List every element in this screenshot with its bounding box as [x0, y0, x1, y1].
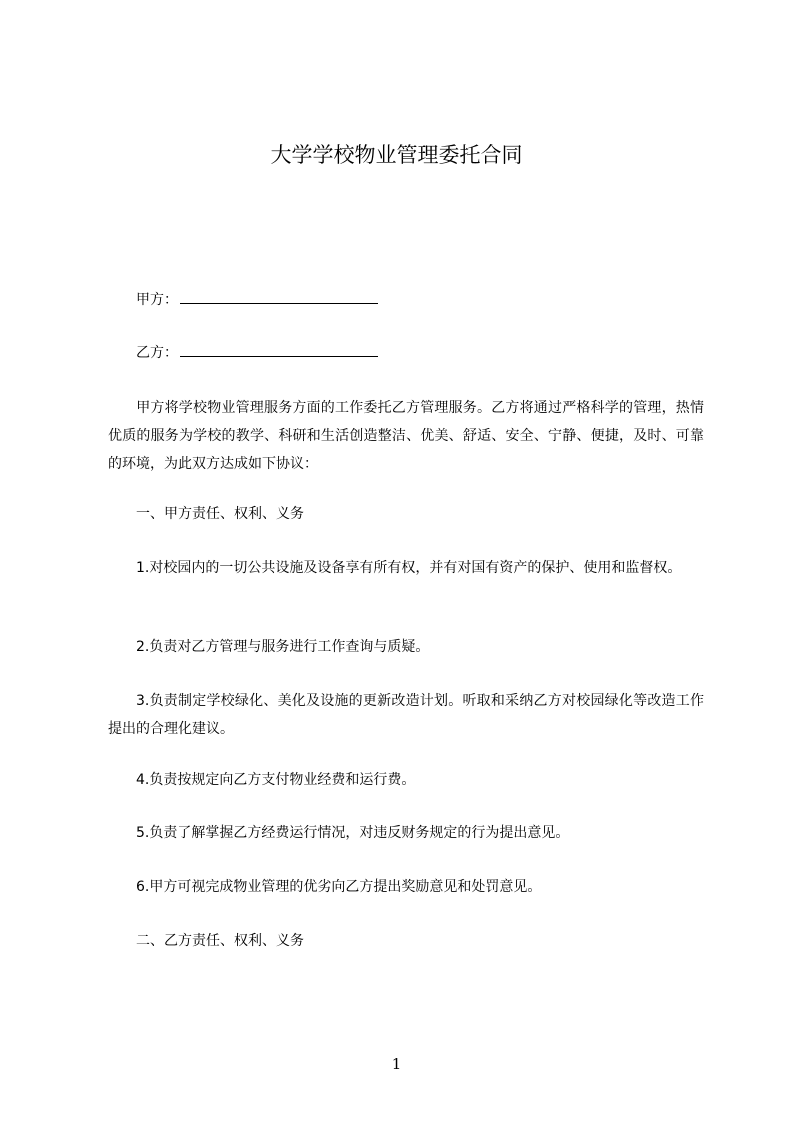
- party-b-blank: [180, 342, 378, 357]
- party-a-line: [136, 289, 378, 311]
- clause-item-5: [108, 819, 704, 847]
- section-2-heading: 二、乙方责任、权利、义务: [136, 933, 304, 949]
- party-b-label: 乙方：: [136, 345, 178, 361]
- clause-item-3: [108, 687, 704, 743]
- clause-item-5-text: 5.负责了解掌握乙方经费运行情况，对违反财务规定的行为提出意见。: [136, 825, 570, 841]
- clause-item-2: [108, 633, 704, 661]
- party-b-line: [136, 342, 378, 364]
- party-a-blank: [180, 289, 378, 304]
- section-1-heading: 一、甲方责任、权利、义务: [136, 506, 304, 522]
- clause-item-4: [108, 766, 704, 794]
- clause-item-6-text: 6.甲方可视完成物业管理的优劣向乙方提出奖励意见和处罚意见。: [136, 879, 542, 895]
- clause-item-3-text: 3.负责制定学校绿化、美化及设施的更新改造计划。听取和采纳乙方对校园绿化等改造工作提出的合理化建议。: [108, 693, 704, 737]
- party-a-label: 甲方：: [136, 292, 178, 308]
- clause-item-1: [108, 554, 704, 582]
- clause-item-1-text: 1.对校园内的一切公共设施及设备享有所有权，并有对国有资产的保护、使用和监督权。: [136, 560, 682, 576]
- clause-item-4-text: 4.负责按规定向乙方支付物业经费和运行费。: [136, 772, 416, 788]
- intro-paragraph: [108, 394, 704, 478]
- clause-item-2-text: 2.负责对乙方管理与服务进行工作查询与质疑。: [136, 639, 430, 655]
- document-title: 大学学校物业管理委托合同: [270, 143, 523, 167]
- clause-item-6: [108, 873, 704, 901]
- intro-text: 甲方将学校物业管理服务方面的工作委托乙方管理服务。乙方将通过严格科学的管理，热情优质的服务为学校的教学、科研和生活创造整洁、优美、舒适、安全、宁静、便捷，及时、可靠的环境，为此双方达成如下协议：: [108, 400, 704, 472]
- page-number: 1: [391, 1055, 402, 1073]
